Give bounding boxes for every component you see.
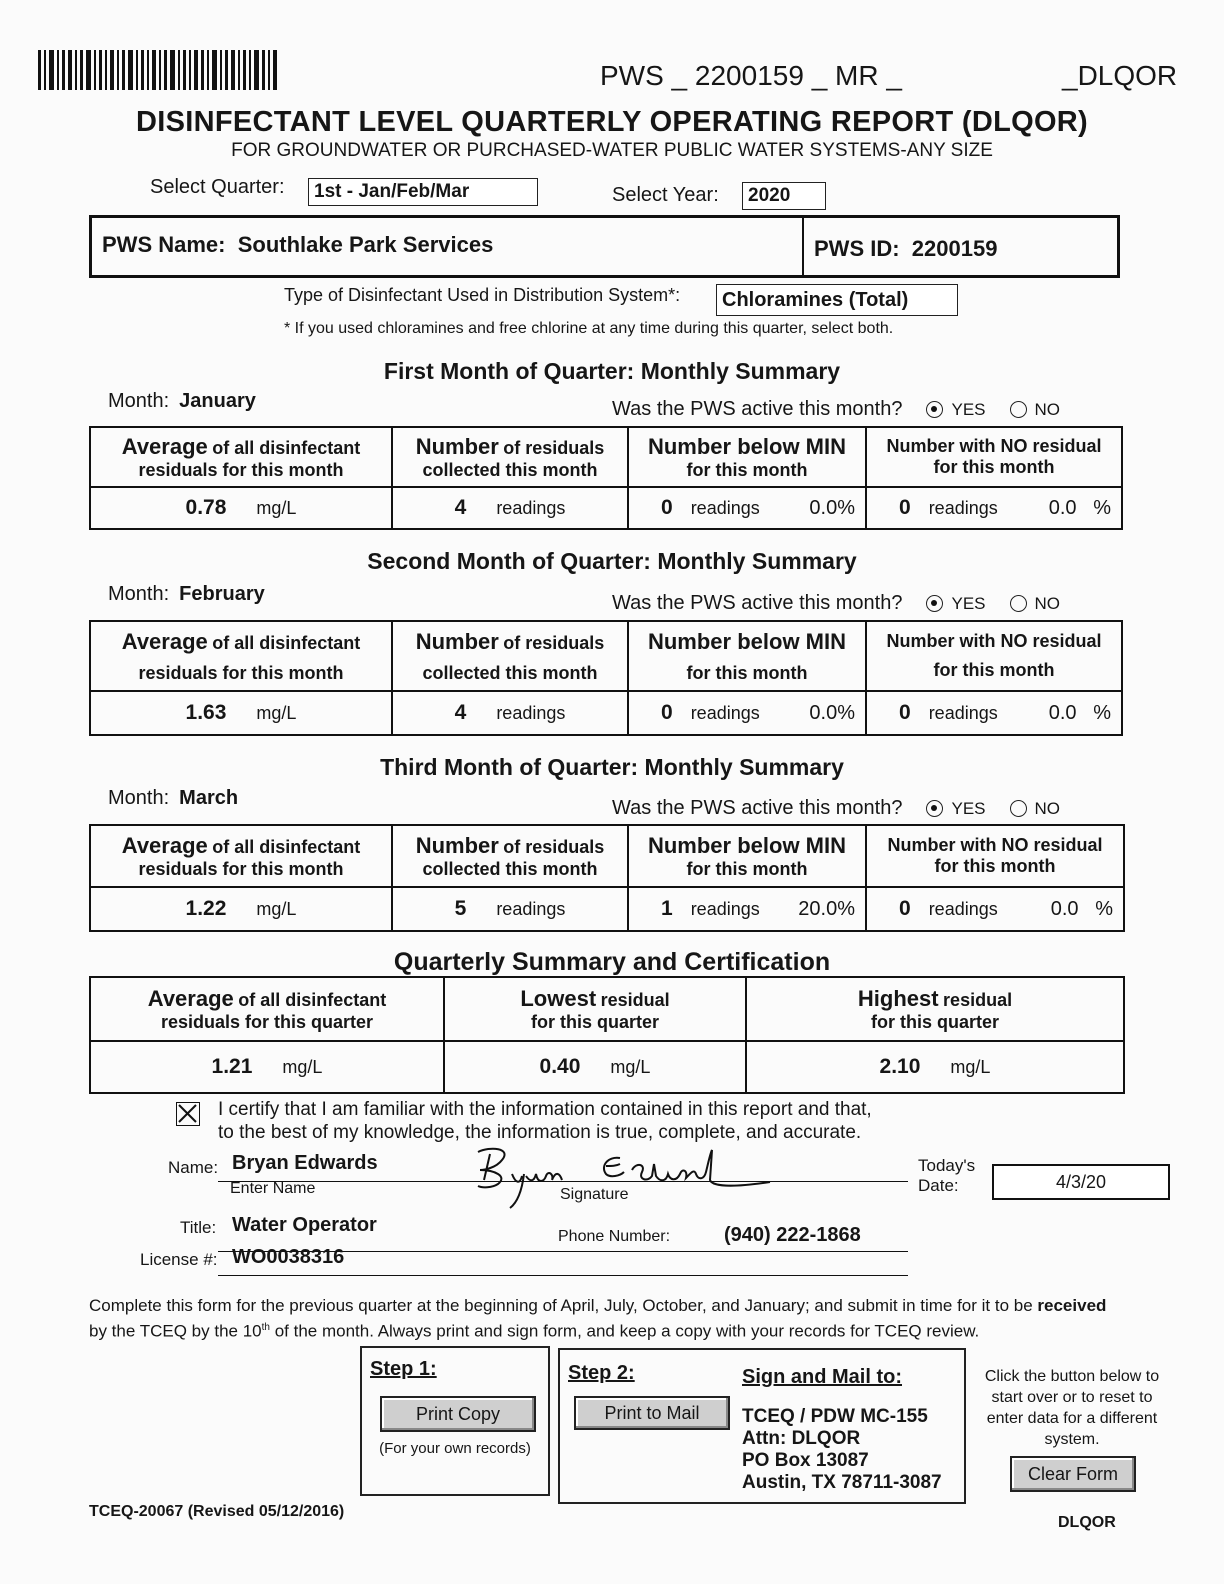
pws-id-cell xyxy=(804,218,1117,275)
month1-heading: First Month of Quarter: Monthly Summary xyxy=(383,358,841,384)
quarterly-lowest-cell[interactable]: 0.40 mg/L xyxy=(444,1041,746,1093)
month3-no-radio[interactable] xyxy=(1010,800,1027,817)
quarterly-heading: Quarterly Summary and Certification xyxy=(393,948,831,976)
step2-title: Step 2: xyxy=(568,1362,635,1384)
month2-month-row xyxy=(108,583,265,606)
quarterly-header-highest: Highest residual for this quarter xyxy=(746,977,1124,1041)
quarterly-header-average: Average of all disinfectant residuals for this quarter xyxy=(90,977,444,1041)
month2-active-row xyxy=(612,592,1060,615)
pws-name-label: PWS Name: xyxy=(102,232,226,257)
month3-table xyxy=(89,824,1125,932)
month3-header-no-residual: Number with NO residual for this month xyxy=(866,825,1124,887)
name-label: Name: xyxy=(168,1158,219,1177)
phone-label: Phone Number: xyxy=(558,1228,671,1245)
month3-active-question: Was the PWS active this month? xyxy=(612,797,903,819)
year-select[interactable]: 2020 xyxy=(742,182,826,210)
month1-header-below-min: Number below MIN for this month xyxy=(628,427,866,487)
disinfectant-note: * If you used chloramines and free chlorine at any time during this quarter, select both. xyxy=(284,320,894,337)
mail-title: Sign and Mail to: xyxy=(742,1366,902,1388)
step1-note: (For your own records) xyxy=(379,1440,531,1457)
month1-yes-label: YES xyxy=(951,399,986,419)
month1-header-count: Number of residuals collected this month xyxy=(392,427,628,487)
month2-heading: Second Month of Quarter: Monthly Summary xyxy=(367,548,857,574)
month3-header-average: Average of all disinfectant residuals for this month xyxy=(90,825,392,887)
quarterly-average-cell[interactable]: 1.21 mg/L xyxy=(90,1041,444,1093)
month2-active-question: Was the PWS active this month? xyxy=(612,592,903,614)
title-label: Title: xyxy=(180,1218,217,1237)
month3-header-count: Number of residuals collected this month xyxy=(392,825,628,887)
mail-address: TCEQ / PDW MC-155 Attn: DLQOR PO Box 13087 Austin, TX 78711-3087 xyxy=(742,1406,942,1493)
pws-info-bar xyxy=(89,215,1120,278)
license-label: License #: xyxy=(140,1250,218,1269)
month3-month-label: Month: xyxy=(108,787,170,809)
certify-checkbox[interactable] xyxy=(176,1102,200,1126)
form-number: TCEQ-20067 (Revised 05/12/2016) xyxy=(89,1503,345,1520)
instructions-note: Complete this form for the previous quarter at the beginning of April, July, October, and January; and submit in time for it to be received by the TCEQ by the 10th of the month. Always print and sign form, and keep a copy with your records for TCEQ review. xyxy=(89,1296,1107,1341)
month3-average-cell[interactable]: 1.22 mg/L xyxy=(90,887,392,931)
barcode xyxy=(38,50,314,90)
month3-header-below-min: Number below MIN for this month xyxy=(628,825,866,887)
report-subtitle: FOR GROUNDWATER OR PURCHASED-WATER PUBLIC WATER SYSTEMS-ANY SIZE xyxy=(231,140,993,161)
month1-table xyxy=(89,426,1123,530)
pws-name-cell xyxy=(92,218,804,275)
month2-header-below-min: Number below MIN for this month xyxy=(628,621,866,691)
month2-table xyxy=(89,620,1123,736)
clear-form-note: Click the button below to start over or to reset to enter data for a different system. xyxy=(984,1368,1160,1448)
print-copy-button[interactable]: Print Copy xyxy=(380,1396,536,1432)
quarterly-header-lowest: Lowest residual for this quarter xyxy=(444,977,746,1041)
date-field[interactable]: 4/3/20 xyxy=(992,1164,1170,1200)
month2-below-min-cell[interactable]: 0 readings 0.0% xyxy=(628,691,866,735)
month3-month-row xyxy=(108,787,238,810)
quarterly-table xyxy=(89,976,1125,1094)
month2-no-radio[interactable] xyxy=(1010,595,1027,612)
disinfectant-label: Type of Disinfectant Used in Distribution System*: xyxy=(284,285,681,305)
month1-average-cell[interactable]: 0.78 mg/L xyxy=(90,487,392,529)
enter-name-label: Enter Name xyxy=(230,1180,316,1197)
certification-line-2: to the best of my knowledge, the information is true, complete, and accurate. xyxy=(218,1122,862,1143)
month3-month-value: March xyxy=(179,787,239,809)
certification-line-1: I certify that I am familiar with the information contained in this report and that, xyxy=(218,1099,872,1120)
pws-id-field[interactable]: 2200159 xyxy=(911,236,998,261)
month2-header-no-residual: Number with NO residual for this month xyxy=(866,621,1122,691)
month1-no-label: NO xyxy=(1034,399,1061,419)
month3-yes-radio[interactable] xyxy=(926,800,943,817)
checkmark-x-icon xyxy=(177,1103,198,1124)
month2-month-value: February xyxy=(179,583,265,605)
name-field[interactable]: Bryan Edwards xyxy=(232,1152,378,1174)
step1-panel xyxy=(360,1346,550,1496)
month2-average-cell[interactable]: 1.63 mg/L xyxy=(90,691,392,735)
quarter-select[interactable]: 1st - Jan/Feb/Mar xyxy=(308,178,538,206)
date-label: Today's Date: xyxy=(918,1156,976,1195)
month1-yes-radio[interactable] xyxy=(926,401,943,418)
pws-name-field[interactable]: Southlake Park Services xyxy=(237,232,494,257)
month1-below-min-cell[interactable]: 0 readings 0.0% xyxy=(628,487,866,529)
year-label: Select Year: xyxy=(612,184,719,206)
month2-month-label: Month: xyxy=(108,583,170,605)
month3-no-residual-cell[interactable]: 0 readings 0.0 % xyxy=(866,887,1124,931)
disinfectant-select[interactable]: Chloramines (Total) xyxy=(716,284,958,316)
month1-month-value: January xyxy=(179,390,256,412)
quarter-label: Select Quarter: xyxy=(150,176,285,198)
report-title: DISINFECTANT LEVEL QUARTERLY OPERATING REPORT (DLQOR) xyxy=(136,106,1088,138)
month1-no-radio[interactable] xyxy=(1010,401,1027,418)
print-to-mail-button[interactable]: Print to Mail xyxy=(574,1396,730,1430)
month3-below-min-cell[interactable]: 1 readings 20.0% xyxy=(628,887,866,931)
quarterly-highest-cell[interactable]: 2.10 mg/L xyxy=(746,1041,1124,1093)
month1-active-row xyxy=(612,398,1060,421)
phone-field[interactable]: (940) 222-1868 xyxy=(724,1224,861,1246)
month2-header-count: Number of residuals collected this month xyxy=(392,621,628,691)
certification-text xyxy=(218,1098,872,1144)
month2-no-residual-cell[interactable]: 0 readings 0.0 % xyxy=(866,691,1122,735)
footer-code: DLQOR xyxy=(1058,1514,1116,1531)
month3-heading: Third Month of Quarter: Monthly Summary xyxy=(380,754,844,780)
month1-no-residual-cell[interactable]: 0 readings 0.0 % xyxy=(866,487,1122,529)
month1-active-question: Was the PWS active this month? xyxy=(612,398,903,420)
signature-label: Signature xyxy=(560,1186,629,1203)
month2-yes-label: YES xyxy=(951,593,986,613)
month3-active-row xyxy=(612,797,1060,820)
license-field[interactable]: WO0038316 xyxy=(232,1246,345,1268)
license-line xyxy=(218,1275,908,1276)
month2-count-cell[interactable]: 4 readings xyxy=(392,691,628,735)
month1-count-cell[interactable]: 4 readings xyxy=(392,487,628,529)
step1-title: Step 1: xyxy=(370,1358,437,1380)
month1-header-no-residual: Number with NO residual for this month xyxy=(866,427,1122,487)
pws-id-label: PWS ID: xyxy=(814,236,900,261)
month1-month-label: Month: xyxy=(108,390,170,412)
month2-no-label: NO xyxy=(1034,593,1061,613)
form-code: _DLQOR xyxy=(1062,60,1178,91)
month3-yes-label: YES xyxy=(951,798,986,818)
month3-no-label: NO xyxy=(1034,798,1061,818)
month3-count-cell[interactable]: 5 readings xyxy=(392,887,628,931)
pws-code: PWS _ 2200159 _ MR _ xyxy=(600,60,902,91)
month2-yes-radio[interactable] xyxy=(926,595,943,612)
step2-panel xyxy=(558,1348,966,1504)
signature-image xyxy=(460,1140,780,1210)
title-field[interactable]: Water Operator xyxy=(232,1214,377,1236)
month2-header-average: Average of all disinfectant residuals for this month xyxy=(90,621,392,691)
clear-form-button[interactable]: Clear Form xyxy=(1010,1456,1136,1492)
month1-header-average: Average of all disinfectant residuals for this month xyxy=(90,427,392,487)
month1-month-row xyxy=(108,390,256,413)
